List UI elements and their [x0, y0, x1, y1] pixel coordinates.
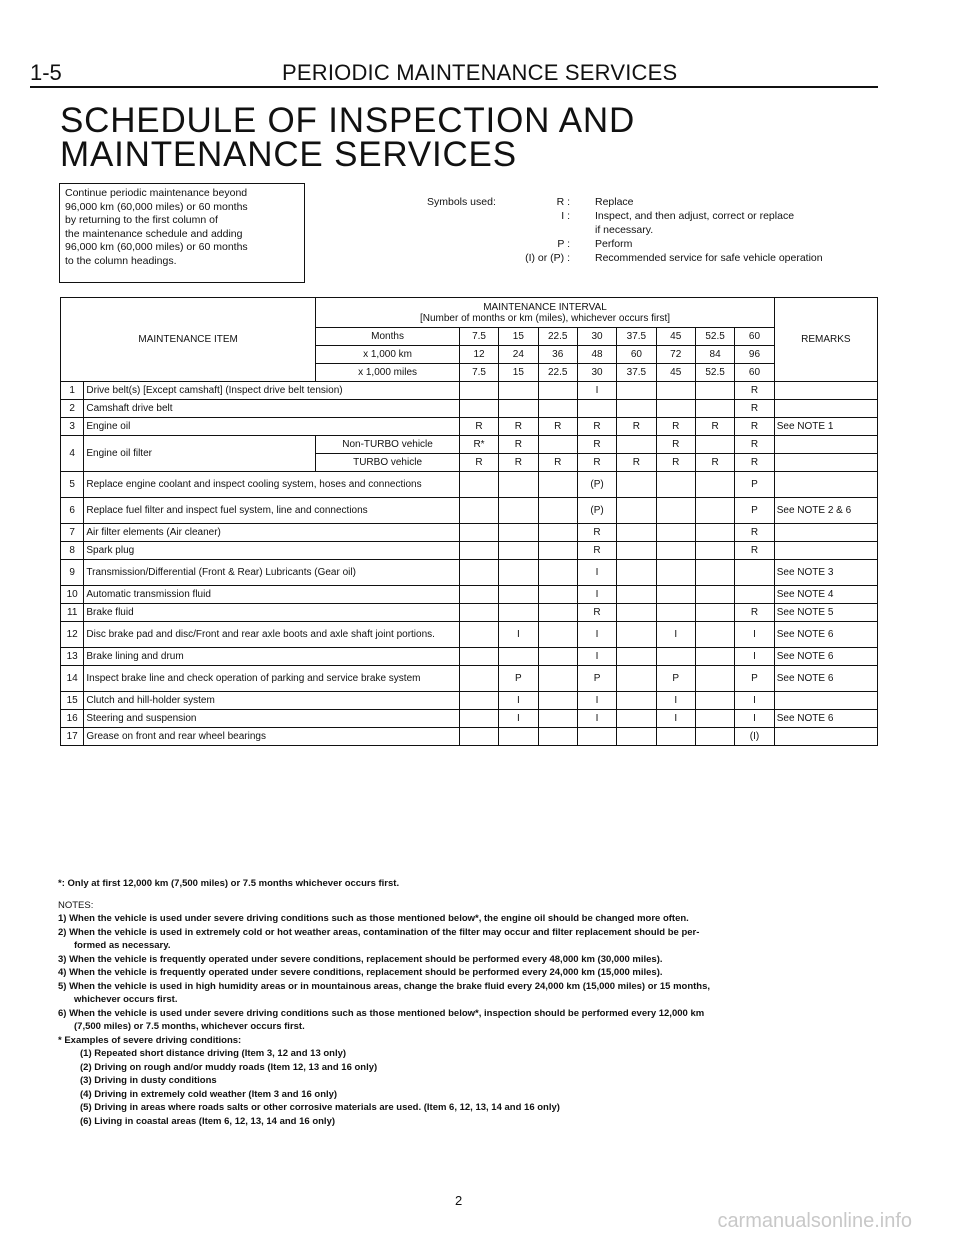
schedule-row: [61, 524, 878, 542]
interval-value: 52.5: [695, 328, 734, 346]
service-mark: R: [499, 436, 538, 454]
service-mark: I: [499, 692, 538, 710]
service-mark: I: [577, 382, 616, 400]
service-mark: [499, 498, 538, 524]
interval-scale-label: x 1,000 km: [316, 346, 460, 364]
interval-value: 22.5: [538, 328, 577, 346]
item-variant: Non-TURBO vehicle: [316, 436, 460, 454]
service-mark: R: [538, 418, 577, 436]
interval-value: 72: [656, 346, 695, 364]
service-mark: I: [577, 710, 616, 728]
service-mark: R: [617, 418, 656, 436]
service-mark: [459, 542, 498, 560]
service-mark: [459, 728, 498, 746]
page-title: [60, 101, 636, 174]
service-mark: [459, 604, 498, 622]
service-mark: [617, 472, 656, 498]
note-line: * Examples of severe driving conditions:: [58, 1034, 242, 1046]
schedule-row: [61, 560, 878, 586]
service-mark: [538, 586, 577, 604]
service-mark: R: [735, 542, 774, 560]
item-name: Brake fluid: [84, 604, 459, 622]
schedule-row: [61, 436, 878, 454]
item-remark: See NOTE 6: [774, 666, 877, 692]
service-mark: [499, 472, 538, 498]
note-line: (5) Driving in areas where roads salts or other corrosive materials are used. (Item 6, 12, 13, 14 and 16 only): [80, 1102, 560, 1113]
interval-value: 37.5: [617, 328, 656, 346]
service-mark: [695, 710, 734, 728]
service-mark: [617, 586, 656, 604]
service-mark: [459, 666, 498, 692]
service-mark: R: [735, 382, 774, 400]
notes-heading: NOTES:: [58, 899, 94, 911]
service-mark: [695, 648, 734, 666]
service-mark: I: [577, 586, 616, 604]
symbol-key: I :: [561, 210, 570, 222]
item-variant: TURBO vehicle: [316, 454, 460, 472]
symbol-description: Replace: [595, 196, 634, 208]
symbol-description: Recommended service for safe vehicle operation: [595, 252, 823, 264]
service-mark: [617, 436, 656, 454]
service-mark: R: [499, 454, 538, 472]
note-line: 2) When the vehicle is used in extremely cold or hot weather areas, contamination of the filter may occur and filter replacement should be per-: [58, 926, 700, 938]
note-line: formed as necessary.: [74, 940, 171, 951]
service-mark: I: [735, 622, 774, 648]
note-line: (6) Living in coastal areas (Item 6, 12, 13, 14 and 16 only): [80, 1115, 336, 1127]
symbol-key: R :: [556, 196, 570, 208]
interval-value: 30: [577, 328, 616, 346]
service-mark: R: [538, 454, 577, 472]
symbol-key: P :: [557, 238, 570, 250]
interval-value: 15: [499, 328, 538, 346]
service-mark: [695, 382, 734, 400]
symbol-description: if necessary.: [595, 224, 654, 236]
service-mark: [656, 382, 695, 400]
service-mark: I: [735, 692, 774, 710]
item-number: 3: [61, 418, 84, 436]
service-mark: [617, 622, 656, 648]
notes-list: [58, 912, 888, 1128]
service-mark: [695, 542, 734, 560]
service-mark: [459, 648, 498, 666]
item-remark: See NOTE 6: [774, 622, 877, 648]
service-mark: (P): [577, 498, 616, 524]
schedule-row: [61, 710, 878, 728]
service-mark: [735, 560, 774, 586]
service-mark: [735, 586, 774, 604]
service-mark: [695, 400, 734, 418]
interval-value: 30: [577, 364, 616, 382]
item-number: 10: [61, 586, 84, 604]
service-mark: [695, 728, 734, 746]
item-number: 4: [61, 436, 84, 472]
service-mark: [617, 382, 656, 400]
item-number: 8: [61, 542, 84, 560]
item-name: Grease on front and rear wheel bearings: [84, 728, 459, 746]
service-mark: P: [499, 666, 538, 692]
service-mark: [695, 666, 734, 692]
item-name: Disc brake pad and disc/Front and rear axle boots and axle shaft joint portions.: [84, 622, 459, 648]
schedule-row: [61, 472, 878, 498]
item-name: Automatic transmission fluid: [84, 586, 459, 604]
item-name: Clutch and hill-holder system: [84, 692, 459, 710]
note-line: whichever occurs first.: [74, 994, 178, 1005]
service-mark: [656, 560, 695, 586]
service-mark: [459, 382, 498, 400]
service-mark: R: [577, 604, 616, 622]
item-number: 17: [61, 728, 84, 746]
schedule-row: [61, 382, 878, 400]
service-mark: I: [656, 710, 695, 728]
item-number: 11: [61, 604, 84, 622]
item-remark: See NOTE 6: [774, 648, 877, 666]
service-mark: [695, 524, 734, 542]
service-mark: [656, 728, 695, 746]
page-header: [30, 58, 878, 88]
service-mark: [538, 560, 577, 586]
maintenance-item-header: MAINTENANCE ITEM: [61, 298, 316, 382]
service-mark: [656, 586, 695, 604]
item-number: 7: [61, 524, 84, 542]
item-remark: [774, 472, 877, 498]
service-mark: R: [656, 454, 695, 472]
symbols-label: Symbols used:: [427, 196, 496, 208]
item-remark: See NOTE 1: [774, 418, 877, 436]
service-mark: [577, 728, 616, 746]
continue-box-line: the maintenance schedule and adding: [65, 227, 243, 240]
service-mark: [459, 524, 498, 542]
interval-value: 7.5: [459, 364, 498, 382]
item-remark: See NOTE 2 & 6: [774, 498, 877, 524]
service-mark: I: [577, 648, 616, 666]
note-line: 1) When the vehicle is used under severe driving conditions such as those mentioned below*, the engine oil should be changed more often.: [58, 913, 689, 924]
service-mark: [538, 728, 577, 746]
service-mark: P: [656, 666, 695, 692]
interval-value: 60: [735, 364, 774, 382]
service-mark: [656, 648, 695, 666]
service-mark: [656, 400, 695, 418]
interval-value: 52.5: [695, 364, 734, 382]
item-remark: [774, 728, 877, 746]
item-number: 14: [61, 666, 84, 692]
service-mark: I: [577, 692, 616, 710]
service-mark: [617, 400, 656, 418]
item-name: Camshaft drive belt: [84, 400, 459, 418]
service-mark: I: [499, 710, 538, 728]
schedule-row: [61, 622, 878, 648]
service-mark: [577, 400, 616, 418]
service-mark: [695, 586, 734, 604]
service-mark: R: [735, 454, 774, 472]
interval-value: 7.5: [459, 328, 498, 346]
service-mark: I: [735, 648, 774, 666]
service-mark: R: [656, 418, 695, 436]
item-name: Replace fuel filter and inspect fuel system, line and connections: [84, 498, 459, 524]
item-remark: [774, 382, 877, 400]
item-number: 6: [61, 498, 84, 524]
interval-header-title: MAINTENANCE INTERVAL: [483, 301, 607, 313]
interval-scale-label: Months: [316, 328, 460, 346]
continue-box-line: Continue periodic maintenance beyond: [65, 187, 248, 199]
service-mark: [459, 586, 498, 604]
note-line: 5) When the vehicle is used in high humidity areas or in mountainous areas, change the brake fluid every 24,000 km (15,000 miles) or 15 months,: [58, 980, 711, 992]
service-mark: [695, 498, 734, 524]
item-remark: See NOTE 5: [774, 604, 877, 622]
interval-value: 45: [656, 364, 695, 382]
interval-value: 15: [499, 364, 538, 382]
note-line: (2) Driving on rough and/or muddy roads (Item 12, 13 and 16 only): [80, 1061, 378, 1073]
service-mark: [459, 560, 498, 586]
item-number: 15: [61, 692, 84, 710]
service-mark: R: [577, 418, 616, 436]
interval-value: 60: [735, 328, 774, 346]
item-name: Steering and suspension: [84, 710, 459, 728]
continue-schedule-box: [59, 183, 305, 283]
continue-box-line: 96,000 km (60,000 miles) or 60 months: [65, 241, 248, 253]
schedule-row: [61, 666, 878, 692]
service-mark: [499, 648, 538, 666]
item-remark: See NOTE 6: [774, 710, 877, 728]
item-name: Drive belt(s) [Except camshaft] (Inspect drive belt tension): [84, 382, 459, 400]
service-mark: (I): [735, 728, 774, 746]
interval-value: 84: [695, 346, 734, 364]
service-mark: [656, 604, 695, 622]
maintenance-schedule-table: [60, 297, 878, 746]
interval-scale-label: x 1,000 miles: [316, 364, 460, 382]
item-name: Spark plug: [84, 542, 459, 560]
service-mark: [617, 710, 656, 728]
item-number: 5: [61, 472, 84, 498]
item-number: 16: [61, 710, 84, 728]
note-line: (3) Driving in dusty conditions: [80, 1075, 217, 1086]
service-mark: [617, 604, 656, 622]
item-name: Air filter elements (Air cleaner): [84, 524, 459, 542]
service-mark: [538, 524, 577, 542]
interval-value: 37.5: [617, 364, 656, 382]
service-mark: P: [577, 666, 616, 692]
service-mark: R: [577, 454, 616, 472]
service-mark: [656, 542, 695, 560]
item-name: Inspect brake line and check operation of parking and service brake system: [84, 666, 459, 692]
item-number: 1: [61, 382, 84, 400]
service-mark: [499, 542, 538, 560]
service-mark: R: [735, 524, 774, 542]
service-mark: [459, 400, 498, 418]
service-mark: [656, 498, 695, 524]
service-mark: R: [459, 454, 498, 472]
item-number: 9: [61, 560, 84, 586]
item-name: Replace engine coolant and inspect cooling system, hoses and connections: [84, 472, 459, 498]
service-mark: [538, 436, 577, 454]
schedule-row: [61, 498, 878, 524]
service-mark: [538, 622, 577, 648]
service-mark: [656, 524, 695, 542]
service-mark: R*: [459, 436, 498, 454]
note-line: (7,500 miles) or 7.5 months, whichever occurs first.: [74, 1021, 305, 1032]
service-mark: R: [695, 454, 734, 472]
service-mark: R: [695, 418, 734, 436]
page-title-line-1: SCHEDULE OF INSPECTION AND: [60, 101, 636, 140]
notes-section: [58, 877, 888, 1128]
service-mark: [695, 560, 734, 586]
schedule-row: [61, 400, 878, 418]
service-mark: [695, 692, 734, 710]
note-line: 6) When the vehicle is used under severe driving conditions such as those mentioned below*, inspection should be performed every 12,000 km: [58, 1007, 705, 1019]
service-mark: R: [499, 418, 538, 436]
service-mark: [617, 560, 656, 586]
service-mark: [538, 498, 577, 524]
service-mark: [538, 472, 577, 498]
item-remark: [774, 524, 877, 542]
service-mark: [617, 542, 656, 560]
interval-value: 45: [656, 328, 695, 346]
schedule-row: [61, 728, 878, 746]
service-mark: R: [735, 436, 774, 454]
symbol-description: Perform: [595, 238, 633, 250]
watermark: carmanualsonline.info: [717, 1210, 912, 1232]
service-mark: [499, 560, 538, 586]
interval-value: 48: [577, 346, 616, 364]
service-mark: [617, 648, 656, 666]
schedule-row: [61, 542, 878, 560]
schedule-row: [61, 648, 878, 666]
service-mark: [695, 604, 734, 622]
service-mark: [538, 542, 577, 560]
item-name: Brake lining and drum: [84, 648, 459, 666]
service-mark: [656, 472, 695, 498]
service-mark: [617, 524, 656, 542]
interval-value: 24: [499, 346, 538, 364]
service-mark: [499, 524, 538, 542]
service-mark: [499, 382, 538, 400]
service-mark: [459, 692, 498, 710]
remarks-header: REMARKS: [774, 298, 877, 382]
service-mark: R: [577, 524, 616, 542]
item-name: Engine oil filter: [84, 436, 316, 472]
service-mark: R: [617, 454, 656, 472]
service-mark: P: [735, 472, 774, 498]
continue-box-line: 96,000 km (60,000 miles) or 60 months: [65, 200, 248, 213]
service-mark: [617, 498, 656, 524]
service-mark: [538, 604, 577, 622]
continue-box-line: by returning to the first column of: [65, 214, 218, 226]
service-mark: [695, 622, 734, 648]
item-remark: [774, 400, 877, 418]
service-mark: I: [577, 622, 616, 648]
schedule-row: [61, 586, 878, 604]
item-name: Transmission/Differential (Front & Rear) Lubricants (Gear oil): [84, 560, 459, 586]
service-mark: R: [577, 436, 616, 454]
schedule-row: [61, 418, 878, 436]
service-mark: [538, 692, 577, 710]
item-remark: See NOTE 4: [774, 586, 877, 604]
service-mark: [459, 622, 498, 648]
interval-value: 12: [459, 346, 498, 364]
service-mark: [538, 666, 577, 692]
service-mark: [499, 728, 538, 746]
service-mark: R: [735, 418, 774, 436]
service-mark: R: [735, 604, 774, 622]
service-mark: R: [459, 418, 498, 436]
service-mark: I: [499, 622, 538, 648]
item-remark: [774, 436, 877, 454]
service-mark: I: [656, 622, 695, 648]
note-line: (4) Driving in extremely cold weather (Item 3 and 16 only): [80, 1088, 338, 1100]
page-title-line-2: MAINTENANCE SERVICES: [60, 135, 517, 174]
interval-value: 60: [617, 346, 656, 364]
interval-header-note: [Number of months or km (miles), whichever occurs first]: [419, 312, 671, 324]
service-mark: [538, 710, 577, 728]
item-name: Engine oil: [84, 418, 459, 436]
service-mark: I: [577, 560, 616, 586]
interval-value: 36: [538, 346, 577, 364]
symbol-description: Inspect, and then adjust, correct or replace: [595, 210, 795, 222]
service-mark: I: [656, 692, 695, 710]
service-mark: [617, 666, 656, 692]
note-line: 3) When the vehicle is frequently operated under severe conditions, replacement should be performed every 48,000 km (30,000 miles).: [58, 953, 663, 965]
note-line: (1) Repeated short distance driving (Item 3, 12 and 13 only): [80, 1048, 347, 1059]
service-mark: P: [735, 666, 774, 692]
service-mark: R: [735, 400, 774, 418]
note-line: 4) When the vehicle is frequently operated under severe conditions, replacement should be performed every 24,000 km (15,000 miles).: [58, 967, 663, 978]
service-mark: [459, 710, 498, 728]
service-mark: R: [656, 436, 695, 454]
item-number: 12: [61, 622, 84, 648]
service-mark: (P): [577, 472, 616, 498]
footnote-first-service: *: Only at first 12,000 km (7,500 miles) or 7.5 months whichever occurs first.: [58, 878, 400, 889]
item-remark: [774, 454, 877, 472]
item-remark: See NOTE 3: [774, 560, 877, 586]
service-mark: [459, 498, 498, 524]
item-number: 2: [61, 400, 84, 418]
section-title: PERIODIC MAINTENANCE SERVICES: [282, 60, 678, 85]
service-mark: [695, 472, 734, 498]
service-mark: [617, 728, 656, 746]
service-mark: [499, 604, 538, 622]
item-remark: [774, 542, 877, 560]
service-mark: [499, 586, 538, 604]
schedule-row: [61, 604, 878, 622]
item-remark: [774, 692, 877, 710]
symbol-key: (I) or (P) :: [525, 252, 570, 264]
interval-value: 22.5: [538, 364, 577, 382]
page-number: 2: [455, 1193, 463, 1208]
schedule-row: [61, 692, 878, 710]
interval-value: 96: [735, 346, 774, 364]
service-mark: [538, 382, 577, 400]
service-mark: [695, 436, 734, 454]
section-number: 1-5: [30, 60, 62, 85]
service-mark: [459, 472, 498, 498]
service-mark: P: [735, 498, 774, 524]
item-number: 13: [61, 648, 84, 666]
service-mark: [499, 400, 538, 418]
service-mark: [538, 648, 577, 666]
service-mark: I: [735, 710, 774, 728]
continue-box-line: to the column headings.: [65, 254, 177, 267]
interval-header: [316, 298, 774, 328]
service-mark: R: [577, 542, 616, 560]
service-mark: [538, 400, 577, 418]
service-mark: [617, 692, 656, 710]
